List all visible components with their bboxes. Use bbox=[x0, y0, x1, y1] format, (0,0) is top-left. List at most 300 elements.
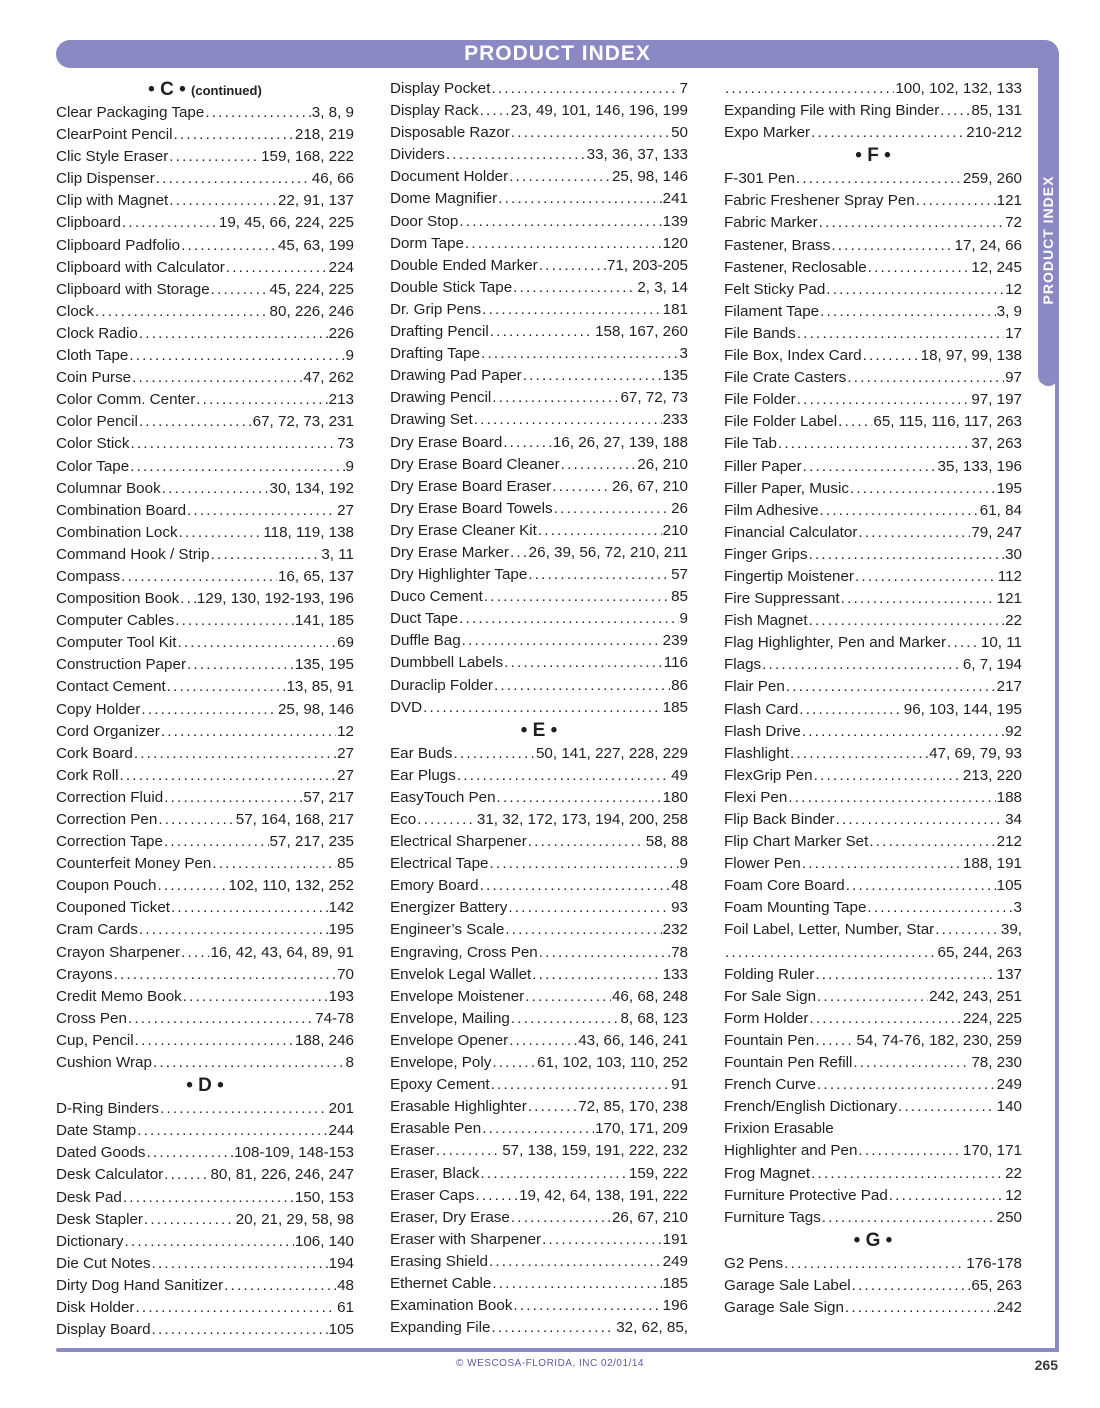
index-entry bbox=[724, 500, 1022, 522]
entry-name: Clear Packaging Tape bbox=[56, 104, 205, 121]
index-entry bbox=[724, 787, 1022, 809]
dot-leader bbox=[498, 188, 661, 210]
index-entry bbox=[390, 897, 688, 919]
entry-pages: 212 bbox=[996, 833, 1022, 851]
dot-leader bbox=[480, 100, 510, 122]
index-entry bbox=[390, 697, 688, 719]
index-entry bbox=[724, 1140, 1022, 1162]
entry-pages: 121 bbox=[996, 192, 1022, 210]
index-entry bbox=[56, 1030, 354, 1052]
dot-leader bbox=[539, 942, 670, 964]
dot-leader bbox=[161, 721, 336, 743]
index-entry bbox=[390, 919, 688, 941]
section-heading bbox=[56, 78, 354, 102]
entry-name: Filament Tape bbox=[724, 302, 820, 320]
entry-pages: 9 bbox=[679, 855, 688, 873]
dot-leader bbox=[889, 1185, 1004, 1207]
entry-pages: 100, 102, 132, 133 bbox=[895, 80, 1022, 97]
entry-name: Eraser with Sharpener bbox=[390, 1230, 542, 1248]
dot-leader bbox=[797, 323, 1004, 345]
entry-pages: 30, 134, 192 bbox=[269, 479, 354, 497]
dot-leader bbox=[121, 566, 277, 588]
index-entry bbox=[56, 1187, 354, 1209]
dot-leader bbox=[480, 875, 670, 897]
entry-pages: 106, 140 bbox=[294, 1232, 354, 1250]
index-entry bbox=[724, 1253, 1022, 1275]
dot-leader bbox=[916, 190, 996, 212]
index-entry bbox=[390, 1185, 688, 1207]
dot-leader bbox=[786, 676, 996, 698]
index-entry bbox=[390, 432, 688, 454]
entry-name: Dirty Dog Hand Sanitizer bbox=[56, 1276, 224, 1294]
entry-pages: 135 bbox=[662, 367, 688, 385]
entry-name: Ethernet Cable bbox=[390, 1274, 492, 1292]
entry-name: File Tab bbox=[724, 435, 777, 453]
entry-pages: 12 bbox=[337, 722, 354, 740]
index-entry bbox=[390, 1251, 688, 1273]
section-note: (continued) bbox=[191, 83, 262, 98]
dot-leader bbox=[847, 367, 1004, 389]
index-entry bbox=[724, 632, 1022, 654]
entry-name: Filler Paper, Music bbox=[724, 479, 849, 497]
entry-pages: 250 bbox=[996, 1208, 1022, 1226]
dot-leader bbox=[811, 122, 965, 144]
entry-pages: 158, 167, 260 bbox=[595, 323, 688, 341]
entry-pages: 3, 8, 9 bbox=[311, 104, 354, 121]
entry-pages: 3 bbox=[1013, 899, 1022, 917]
index-entry bbox=[390, 100, 688, 122]
entry-name: Crayons bbox=[56, 965, 113, 983]
entry-name: EasyTouch Pen bbox=[390, 788, 496, 806]
entry-name: Clock bbox=[56, 302, 94, 320]
index-entry bbox=[56, 787, 354, 809]
index-entry bbox=[56, 721, 354, 743]
entry-name: Dry Erase Cleaner Kit bbox=[390, 521, 537, 539]
dot-leader bbox=[423, 697, 662, 719]
entry-name: Foam Mounting Tape bbox=[724, 899, 867, 917]
index-entry bbox=[56, 433, 354, 455]
entry-pages: 19, 42, 64, 138, 191, 222 bbox=[519, 1186, 688, 1204]
index-entry bbox=[724, 765, 1022, 787]
index-entry bbox=[724, 743, 1022, 765]
dot-leader bbox=[815, 964, 995, 986]
entry-name: Erasable Pen bbox=[390, 1120, 482, 1138]
index-column-3 bbox=[724, 78, 1022, 1319]
index-entry bbox=[390, 586, 688, 608]
index-entry bbox=[390, 1008, 688, 1030]
index-entry bbox=[724, 588, 1022, 610]
dot-leader bbox=[494, 675, 670, 697]
index-entry bbox=[56, 875, 354, 897]
dot-leader bbox=[762, 654, 962, 676]
entry-pages: 2, 3, 14 bbox=[637, 278, 688, 296]
entry-name: Envelope, Poly bbox=[390, 1054, 492, 1072]
index-entry bbox=[390, 144, 688, 166]
entry-pages: 194 bbox=[328, 1254, 354, 1272]
entry-pages: 159, 168, 222 bbox=[261, 148, 354, 166]
index-entry bbox=[390, 608, 688, 630]
dot-leader bbox=[482, 1118, 594, 1140]
dot-leader bbox=[542, 1229, 662, 1251]
entry-pages: 57 bbox=[671, 566, 688, 584]
entry-pages: 191 bbox=[662, 1230, 688, 1248]
index-entry bbox=[56, 1297, 354, 1319]
entry-name: Engineer’s Scale bbox=[390, 921, 505, 939]
dot-leader bbox=[868, 257, 971, 279]
entry-pages: 22 bbox=[1005, 1164, 1022, 1182]
dot-leader bbox=[139, 919, 328, 941]
index-entry bbox=[390, 1273, 688, 1295]
entry-pages: 249 bbox=[662, 1252, 688, 1270]
dot-leader bbox=[156, 168, 311, 190]
entry-pages: 188 bbox=[996, 788, 1022, 806]
dot-leader bbox=[481, 343, 678, 365]
index-column-2 bbox=[390, 78, 688, 1339]
index-entry bbox=[390, 78, 688, 100]
entry-pages: 244 bbox=[328, 1122, 354, 1140]
entry-name: Cross Pen bbox=[56, 1009, 127, 1027]
section-letter: • E • bbox=[520, 719, 558, 741]
dot-leader bbox=[554, 498, 670, 520]
dot-leader bbox=[817, 986, 928, 1008]
index-entry bbox=[724, 721, 1022, 743]
index-entry bbox=[56, 1008, 354, 1030]
entry-pages: 17, 24, 66 bbox=[954, 236, 1022, 254]
entry-name: G2 Pens bbox=[724, 1254, 784, 1272]
dot-leader bbox=[139, 411, 252, 433]
index-entry bbox=[390, 1096, 688, 1118]
entry-pages: 129, 130, 192-193, 196 bbox=[196, 590, 354, 608]
index-entry bbox=[724, 235, 1022, 257]
dot-leader bbox=[490, 321, 594, 343]
entry-name: Furniture Tags bbox=[724, 1208, 821, 1226]
entry-name: Eraser bbox=[390, 1142, 435, 1160]
index-entry bbox=[56, 544, 354, 566]
entry-name: French Curve bbox=[724, 1076, 817, 1094]
entry-pages: 185 bbox=[662, 698, 688, 716]
dot-leader bbox=[459, 211, 661, 233]
copyright-footer: © WESCOSA-FLORIDA, INC 02/01/14 bbox=[456, 1358, 644, 1369]
index-entry bbox=[724, 1275, 1022, 1297]
index-entry bbox=[56, 743, 354, 765]
entry-name: Envelope Moistener bbox=[390, 987, 525, 1005]
dot-leader bbox=[863, 345, 920, 367]
entry-pages: 85, 131 bbox=[971, 102, 1022, 120]
entry-pages: 3, 9 bbox=[996, 302, 1022, 320]
index-entry bbox=[724, 1052, 1022, 1074]
entry-name: Cup, Pencil bbox=[56, 1031, 134, 1049]
dot-leader bbox=[841, 588, 996, 610]
entry-pages: 141, 185 bbox=[294, 612, 354, 630]
index-entry bbox=[56, 411, 354, 433]
entry-name: Fabric Freshener Spray Pen bbox=[724, 192, 915, 210]
entry-pages: 22, 91, 137 bbox=[277, 192, 354, 210]
entry-pages: 65, 263 bbox=[971, 1276, 1022, 1294]
index-entry bbox=[56, 124, 354, 146]
entry-name: Coupon Pouch bbox=[56, 877, 157, 895]
entry-name: Couponed Ticket bbox=[56, 899, 170, 917]
dot-leader bbox=[814, 765, 962, 787]
index-entry bbox=[390, 853, 688, 875]
entry-name: Duffle Bag bbox=[390, 632, 461, 650]
index-entry bbox=[724, 897, 1022, 919]
entry-name: Clipboard Padfolio bbox=[56, 236, 181, 254]
entry-pages: 224 bbox=[328, 258, 354, 276]
entry-name: French/English Dictionary bbox=[724, 1098, 898, 1116]
entry-pages: 7 bbox=[679, 80, 688, 97]
entry-name: Color Tape bbox=[56, 457, 130, 475]
entry-name: File Crate Casters bbox=[724, 369, 847, 387]
index-entry bbox=[390, 233, 688, 255]
entry-name: Fountain Pen bbox=[724, 1031, 815, 1049]
dot-leader bbox=[552, 476, 611, 498]
dot-leader bbox=[177, 632, 336, 654]
index-entry bbox=[724, 522, 1022, 544]
entry-pages: 39, bbox=[1000, 921, 1022, 939]
index-entry bbox=[390, 387, 688, 409]
index-entry bbox=[724, 919, 1022, 941]
entry-pages: 79, 247 bbox=[971, 523, 1022, 541]
entry-name: Dorm Tape bbox=[390, 234, 465, 252]
entry-name: Contact Cement bbox=[56, 678, 166, 696]
entry-pages: 10, 11 bbox=[980, 634, 1022, 652]
index-entry bbox=[724, 831, 1022, 853]
entry-pages: 47, 69, 79, 93 bbox=[929, 744, 1022, 762]
entry-name: Coin Purse bbox=[56, 369, 132, 387]
entry-pages: 195 bbox=[996, 479, 1022, 497]
entry-name: Computer Cables bbox=[56, 612, 175, 630]
index-entry bbox=[390, 211, 688, 233]
entry-name: Color Comm. Center bbox=[56, 391, 196, 409]
index-entry bbox=[56, 345, 354, 367]
dot-leader bbox=[169, 146, 260, 168]
dot-leader bbox=[135, 1030, 294, 1052]
entry-pages: 3, 11 bbox=[321, 545, 354, 563]
entry-pages: 226 bbox=[328, 324, 354, 342]
entry-name: Filler Paper bbox=[724, 457, 802, 475]
dot-leader bbox=[162, 478, 269, 500]
index-entry bbox=[724, 212, 1022, 234]
index-entry bbox=[56, 1120, 354, 1142]
section-letter: • G • bbox=[853, 1229, 893, 1251]
entry-name: Dry Erase Board Cleaner bbox=[390, 455, 560, 473]
index-entry bbox=[724, 190, 1022, 212]
dot-leader bbox=[898, 1096, 996, 1118]
dot-leader bbox=[532, 964, 661, 986]
index-entry bbox=[56, 1164, 354, 1186]
entry-pages: 22 bbox=[1005, 612, 1022, 630]
entry-pages: 9 bbox=[345, 457, 354, 475]
index-entry bbox=[56, 1098, 354, 1120]
index-entry bbox=[56, 897, 354, 919]
entry-name: Electrical Tape bbox=[390, 855, 489, 873]
index-entry bbox=[724, 875, 1022, 897]
dot-leader bbox=[128, 1008, 314, 1030]
index-entry bbox=[724, 389, 1022, 411]
entry-name: Energizer Battery bbox=[390, 899, 508, 917]
entry-name: Desk Pad bbox=[56, 1188, 122, 1206]
dot-leader bbox=[838, 411, 872, 433]
index-entry bbox=[724, 433, 1022, 455]
index-entry bbox=[724, 699, 1022, 721]
entry-pages: 120 bbox=[662, 234, 688, 252]
entry-name: Cork Roll bbox=[56, 766, 119, 784]
entry-pages: 43, 66, 146, 241 bbox=[578, 1031, 688, 1049]
entry-pages: 193 bbox=[328, 987, 354, 1005]
entry-pages: 48 bbox=[337, 1276, 354, 1294]
index-entry bbox=[724, 1163, 1022, 1185]
dot-leader bbox=[513, 277, 636, 299]
index-entry bbox=[56, 279, 354, 301]
index-entry bbox=[390, 476, 688, 498]
entry-name: Correction Pen bbox=[56, 811, 158, 828]
section-heading bbox=[724, 144, 1022, 168]
entry-name: Combination Board bbox=[56, 501, 187, 519]
index-entry bbox=[724, 610, 1022, 632]
index-entry bbox=[724, 1297, 1022, 1319]
entry-pages: 61, 84 bbox=[979, 501, 1022, 519]
entry-pages: 49 bbox=[671, 766, 688, 784]
entry-pages: 142 bbox=[328, 899, 354, 917]
index-column-1 bbox=[56, 78, 354, 1341]
entry-pages: 102, 110, 132, 252 bbox=[228, 877, 354, 895]
dot-leader bbox=[164, 787, 302, 809]
index-entry bbox=[390, 299, 688, 321]
header-bar bbox=[56, 40, 1059, 68]
entry-pages: 26, 67, 210 bbox=[611, 1208, 688, 1226]
dot-leader bbox=[457, 765, 670, 787]
entry-pages: 16, 26, 27, 139, 188 bbox=[552, 433, 688, 451]
index-entry bbox=[390, 1295, 688, 1317]
entry-pages: 46, 68, 248 bbox=[611, 987, 688, 1005]
entry-name: File Bands bbox=[724, 324, 796, 342]
entry-pages: 45, 63, 199 bbox=[277, 236, 354, 254]
index-entry bbox=[56, 566, 354, 588]
entry-pages: 121 bbox=[996, 590, 1022, 608]
entry-pages: 17 bbox=[1005, 324, 1022, 342]
index-entry bbox=[724, 676, 1022, 698]
index-entry bbox=[56, 456, 354, 478]
entry-name: Film Adhesive bbox=[724, 501, 819, 519]
entry-pages: 23, 49, 101, 146, 196, 199 bbox=[510, 102, 688, 120]
index-entry bbox=[724, 566, 1022, 588]
entry-pages: 50 bbox=[671, 124, 688, 142]
entry-name: Copy Holder bbox=[56, 700, 141, 718]
index-entry bbox=[390, 365, 688, 387]
dot-leader bbox=[509, 166, 611, 188]
entry-name: Color Pencil bbox=[56, 413, 138, 431]
entry-pages: 65, 115, 116, 117, 263 bbox=[873, 413, 1022, 431]
dot-leader bbox=[167, 676, 286, 698]
entry-pages: 57, 138, 159, 191, 222, 232 bbox=[502, 1142, 688, 1160]
dot-leader bbox=[817, 1074, 996, 1096]
dot-leader bbox=[446, 144, 586, 166]
entry-pages: 61 bbox=[337, 1298, 354, 1316]
entry-name: Expo Marker bbox=[724, 124, 811, 142]
index-entry bbox=[56, 146, 354, 168]
dot-leader bbox=[778, 433, 970, 455]
dot-leader bbox=[187, 500, 336, 522]
index-entry bbox=[390, 255, 688, 277]
entry-pages: 12, 245 bbox=[971, 258, 1022, 276]
dot-leader bbox=[158, 809, 234, 831]
entry-pages: 8 bbox=[345, 1054, 354, 1072]
dot-leader bbox=[169, 190, 277, 212]
entry-name: Date Stamp bbox=[56, 1122, 137, 1140]
entry-pages: 213, 220 bbox=[962, 766, 1022, 784]
dot-leader bbox=[497, 787, 662, 809]
dot-leader bbox=[147, 1142, 234, 1164]
dot-leader bbox=[141, 699, 277, 721]
dot-leader bbox=[820, 301, 996, 323]
entry-name: Display Rack bbox=[390, 102, 479, 120]
entry-pages: 26 bbox=[671, 499, 688, 517]
index-entry bbox=[56, 831, 354, 853]
index-entry bbox=[724, 1185, 1022, 1207]
entry-pages: 210 bbox=[662, 521, 688, 539]
dot-leader bbox=[144, 1209, 235, 1231]
entry-pages: 30 bbox=[1005, 545, 1022, 563]
entry-pages: 12 bbox=[1005, 280, 1022, 298]
index-entry bbox=[390, 652, 688, 674]
dot-leader bbox=[511, 1008, 620, 1030]
dot-leader bbox=[867, 897, 1012, 919]
entry-name: Drawing Pencil bbox=[390, 389, 492, 407]
index-entry bbox=[724, 411, 1022, 433]
entry-name: Eco bbox=[390, 811, 417, 828]
entry-pages: 239 bbox=[662, 632, 688, 650]
dot-leader bbox=[480, 1163, 627, 1185]
entry-pages: 61, 102, 103, 110, 252 bbox=[537, 1054, 688, 1072]
dot-leader bbox=[462, 630, 662, 652]
entry-name: Flip Back Binder bbox=[724, 811, 835, 828]
dot-leader bbox=[114, 964, 337, 986]
entry-pages: 241 bbox=[662, 190, 688, 208]
entry-pages: 217 bbox=[996, 678, 1022, 696]
entry-pages: 180 bbox=[662, 788, 688, 806]
entry-pages: 12 bbox=[1005, 1186, 1022, 1204]
entry-name: Clip with Magnet bbox=[56, 192, 169, 210]
dot-leader bbox=[797, 389, 971, 411]
entry-pages: 213 bbox=[328, 391, 354, 409]
index-entry bbox=[390, 498, 688, 520]
entry-pages: 58, 88 bbox=[645, 833, 688, 851]
entry-name: Engraving, Cross Pen bbox=[390, 943, 538, 961]
entry-name: Flexi Pen bbox=[724, 788, 788, 806]
entry-pages: 116 bbox=[663, 654, 688, 672]
entry-pages: 80, 81, 226, 246, 247 bbox=[210, 1166, 354, 1184]
entry-pages: 57, 164, 168, 217 bbox=[235, 811, 354, 828]
dot-leader bbox=[513, 1295, 661, 1317]
entry-name: Dry Erase Board Eraser bbox=[390, 477, 552, 495]
dot-leader bbox=[181, 235, 277, 257]
entry-name: Double Ended Marker bbox=[390, 256, 538, 274]
entry-pages: 34 bbox=[1005, 811, 1022, 828]
index-entry bbox=[56, 1231, 354, 1253]
entry-name: Furniture Protective Pad bbox=[724, 1186, 888, 1204]
dot-leader bbox=[459, 608, 678, 630]
entry-pages: 71, 203-205 bbox=[606, 256, 688, 274]
entry-name: Financial Calculator bbox=[724, 523, 858, 541]
entry-pages: 181 bbox=[662, 300, 688, 318]
entry-name: Examination Book bbox=[390, 1297, 513, 1315]
index-entry bbox=[724, 1074, 1022, 1096]
index-entry bbox=[56, 323, 354, 345]
entry-name: Cushion Wrap bbox=[56, 1054, 152, 1072]
dot-leader bbox=[725, 942, 937, 964]
index-entry bbox=[390, 964, 688, 986]
dot-leader bbox=[183, 986, 328, 1008]
